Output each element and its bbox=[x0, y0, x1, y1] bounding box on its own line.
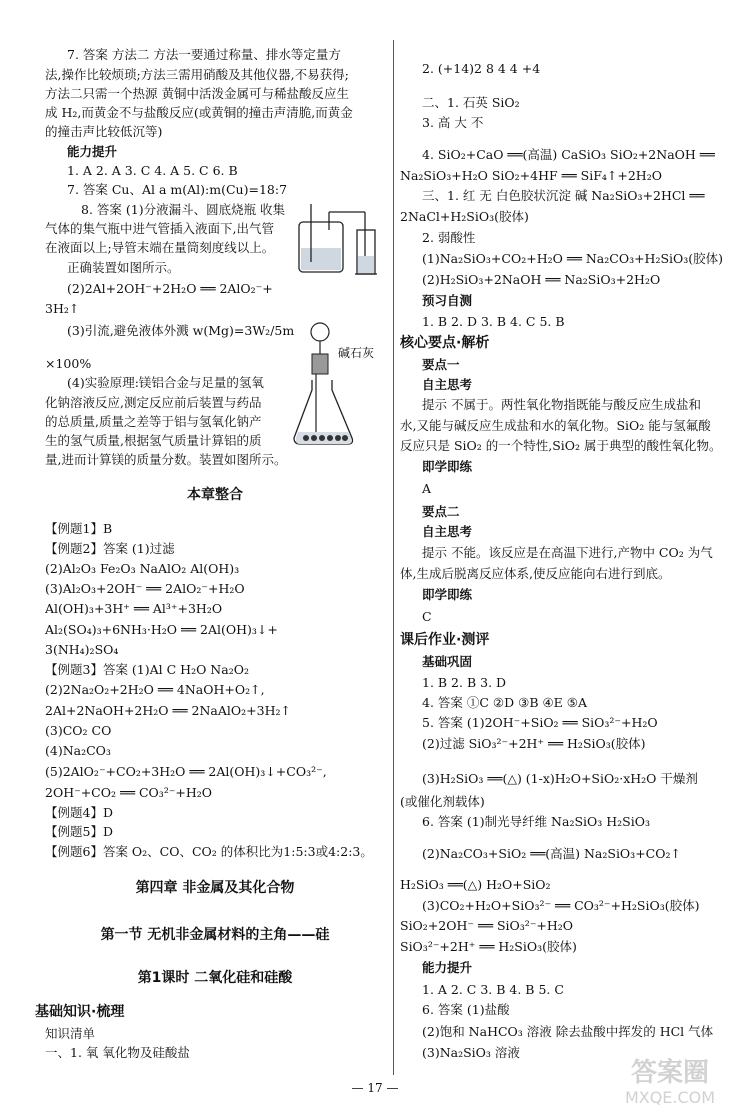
answer-line: SiO₂+2OH⁻ ══ SiO₃²⁻+H₂O bbox=[400, 918, 574, 933]
answer-line: 生的氢气质量,根据氢气质量计算铝的质 bbox=[45, 433, 262, 448]
answer-line: 【例题5】D bbox=[45, 824, 113, 839]
answer-line: 2. 弱酸性 bbox=[422, 230, 476, 245]
watermark-logo bbox=[600, 1051, 740, 1109]
answer-line: 【例题2】答案 (1)过滤 bbox=[45, 541, 175, 556]
subsection-label: 要点一 bbox=[422, 357, 460, 372]
answer-line: 知识清单 bbox=[45, 1026, 96, 1041]
answer-line: (3)CO₂+H₂O+SiO₃²⁻ ══ CO₃²⁻+H₂SiO₃(胶体) bbox=[422, 898, 700, 913]
answer-line: 提示 不能。该反应是在高温下进行,产物中 CO₂ 为气 bbox=[422, 545, 713, 560]
answer-line: 1. B 2. D 3. B 4. C 5. B bbox=[422, 314, 565, 329]
answer-line: H₂SiO₃ ══(△) H₂O+SiO₂ bbox=[400, 877, 551, 892]
answer-line: 【例题4】D bbox=[45, 805, 113, 820]
answer-line: (2)2Na₂O₂+2H₂O ══ 4NaOH+O₂↑, bbox=[45, 682, 265, 697]
answer-line: 3H₂↑ bbox=[45, 301, 80, 316]
answer-line: 3(NH₄)₂SO₄ bbox=[45, 642, 119, 657]
answer-line: 二、1. 石英 SiO₂ bbox=[422, 95, 520, 110]
answer-line: 方法二只需一个热源 黄铜中活泼金属可与稀盐酸反应生 bbox=[45, 86, 349, 101]
answer-line: A bbox=[422, 481, 432, 496]
subsection-label: 即学即练 bbox=[422, 459, 473, 474]
answer-line: (2)H₂SiO₃+2NaOH ══ Na₂SiO₃+2H₂O bbox=[422, 272, 661, 287]
answer-line: (3)Al₂O₃+2OH⁻ ══ 2AlO₂⁻+H₂O bbox=[45, 581, 245, 596]
answer-line: 4. SiO₂+CaO ══(高温) CaSiO₃ SiO₂+2NaOH ══ bbox=[422, 147, 715, 162]
column-divider bbox=[393, 40, 394, 1075]
answer-line: 1. A 2. A 3. C 4. A 5. C 6. B bbox=[67, 163, 238, 178]
answer-line: 化钠溶液反应,测定反应前后装置与药品 bbox=[45, 395, 262, 410]
answer-line: 三、1. 红 无 白色胶状沉淀 碱 Na₂SiO₃+2HCl ══ bbox=[422, 188, 705, 203]
answer-line: (4)Na₂CO₃ bbox=[45, 743, 111, 758]
apparatus-flask-figure bbox=[292, 320, 362, 450]
answer-line: ×100% bbox=[45, 356, 92, 371]
answer-line: 提示 不属于。两性氧化物指既能与酸反应生成盐和 bbox=[422, 397, 701, 412]
answer-line: 4. 答案 ①C ②D ③B ④E ⑤A bbox=[422, 695, 588, 710]
answer-line: (2)过滤 SiO₃²⁻+2H⁺ ══ H₂SiO₃(胶体) bbox=[422, 736, 646, 751]
subsection-label: 要点二 bbox=[422, 504, 460, 519]
answer-line: 反应只是 SiO₂ 的一个特性,SiO₂ 属于典型的酸性氧化物。 bbox=[400, 438, 722, 453]
answer-line: 【例题1】B bbox=[45, 521, 113, 536]
answer-line: 水,又能与碱反应生成盐和水的氧化物。SiO₂ 能与氢氟酸 bbox=[400, 418, 711, 433]
subsection-label: 自主思考 bbox=[422, 524, 473, 539]
answer-line: 体,生成后脱离反应体系,使反应能向右进行到底。 bbox=[400, 566, 671, 581]
answer-line: Al(OH)₃+3H⁺ ══ Al³⁺+3H₂O bbox=[45, 601, 223, 616]
answer-line: (4)实验原理:镁铝合金与足量的氢氧 bbox=[67, 375, 264, 390]
answer-line: 【例题3】答案 (1)Al C H₂O Na₂O₂ bbox=[45, 662, 249, 677]
answer-line: 6. 答案 (1)盐酸 bbox=[422, 1002, 510, 1017]
answer-line: 正确装置如图所示。 bbox=[67, 260, 180, 275]
answer-line: 5. 答案 (1)2OH⁻+SiO₂ ══ SiO₃²⁻+H₂O bbox=[422, 715, 658, 730]
apparatus-gas-collection-figure bbox=[295, 200, 385, 278]
subsection-label: 基础巩固 bbox=[422, 654, 473, 669]
answer-line: 气体的集气瓶中进气管插入液面下,出气管 bbox=[45, 221, 274, 236]
answer-line: 1. B 2. B 3. D bbox=[422, 675, 507, 690]
answer-line: Al₂(SO₄)₃+6NH₃·H₂O ══ 2Al(OH)₃↓+ bbox=[45, 622, 278, 637]
section-heading: 第1课时 二氧化硅和硅酸 bbox=[137, 970, 293, 986]
answer-line: 2. (+14)2 8 4 4 +4 bbox=[422, 61, 541, 76]
svg-text:MXQE.COM: MXQE.COM bbox=[624, 1088, 716, 1107]
section-heading: 本章整合 bbox=[187, 487, 243, 503]
figure-label: 碱石灰 bbox=[338, 346, 375, 360]
section-heading: 第一节 无机非金属材料的主角——硅 bbox=[100, 927, 330, 943]
answer-line: (3)H₂SiO₃ ══(△) (1-x)H₂O+SiO₂·xH₂O 干燥剂 bbox=[422, 771, 698, 786]
answer-line: 7. 答案 Cu、Al a m(Al):m(Cu)=18:7 bbox=[67, 182, 288, 197]
answer-line: 1. A 2. C 3. B 4. B 5. C bbox=[422, 982, 564, 997]
answer-line: C bbox=[422, 609, 432, 624]
answer-line: 7. 答案 方法二 方法一要通过称量、排水等定量方 bbox=[67, 47, 341, 62]
answer-line: 的总质量,质量之差等于铝与氢氧化钠产 bbox=[45, 414, 262, 429]
answer-line: (5)2AlO₂⁻+CO₂+3H₂O ══ 2Al(OH)₃↓+CO₃²⁻, bbox=[45, 764, 327, 779]
answer-line: SiO₃²⁻+2H⁺ ══ H₂SiO₃(胶体) bbox=[400, 939, 577, 954]
page-number: — 17 — bbox=[351, 1081, 399, 1095]
section-title: 核心要点·解析 bbox=[400, 335, 490, 351]
answer-line: 法,操作比较烦琐;方法三需用硝酸及其他仪器,不易获得; bbox=[45, 67, 349, 82]
subsection-label: 预习自测 bbox=[422, 293, 473, 308]
answer-line: 成 H₂,而黄金不与盐酸反应(或黄铜的撞击声清脆,而黄金 bbox=[45, 105, 353, 120]
answer-line: 【例题6】答案 O₂、CO、CO₂ 的体积比为1:5:3或4:2:3。 bbox=[45, 844, 373, 859]
subsection-label: 能力提升 bbox=[67, 144, 118, 159]
answer-line: 2OH⁻+CO₂ ══ CO₃²⁻+H₂O bbox=[45, 785, 213, 800]
answer-line: 一、1. 氧 氧化物及硅酸盐 bbox=[45, 1045, 190, 1060]
answer-line: 8. 答案 (1)分液漏斗、圆底烧瓶 收集 bbox=[81, 202, 286, 217]
answer-line: 量,进而计算镁的质量分数。装置如图所示。 bbox=[45, 452, 287, 467]
section-title: 基础知识·梳理 bbox=[35, 1004, 125, 1020]
answer-line: (2)Na₂CO₃+SiO₂ ══(高温) Na₂SiO₃+CO₂↑ bbox=[422, 846, 681, 861]
section-heading: 第四章 非金属及其化合物 bbox=[135, 880, 295, 896]
answer-line: (3)Na₂SiO₃ 溶液 bbox=[422, 1045, 520, 1060]
subsection-label: 能力提升 bbox=[422, 960, 473, 975]
answer-line: (1)Na₂SiO₃+CO₂+H₂O ══ Na₂CO₃+H₂SiO₃(胶体) bbox=[422, 251, 724, 266]
section-title: 课后作业·测评 bbox=[400, 632, 490, 648]
answer-line: 在液面以上;导管末端在量筒刻度线以上。 bbox=[45, 240, 275, 255]
subsection-label: 自主思考 bbox=[422, 377, 473, 392]
answer-line: 3. 高 大 不 bbox=[422, 115, 484, 130]
answer-line: (2)Al₂O₃ Fe₂O₃ NaAlO₂ Al(OH)₃ bbox=[45, 561, 240, 576]
answer-line: 6. 答案 (1)制光导纤维 Na₂SiO₃ H₂SiO₃ bbox=[422, 814, 650, 829]
answer-line: 2Al+2NaOH+2H₂O ══ 2NaAlO₂+3H₂↑ bbox=[45, 703, 291, 718]
answer-line: (2)2Al+2OH⁻+2H₂O ══ 2AlO₂⁻+ bbox=[67, 281, 273, 296]
answer-line: 的撞击声比较低沉等) bbox=[45, 124, 163, 139]
answer-line: (2)饱和 NaHCO₃ 溶液 除去盐酸中挥发的 HCl 气体 bbox=[422, 1024, 714, 1039]
answer-line: 2NaCl+H₂SiO₃(胶体) bbox=[400, 209, 529, 224]
svg-text:答案圈: 答案圈 bbox=[630, 1058, 710, 1088]
subsection-label: 即学即练 bbox=[422, 587, 473, 602]
answer-line: (3)引流,避免液体外溅 w(Mg)=3W₂/5m bbox=[67, 323, 295, 338]
answer-line: (3)CO₂ CO bbox=[45, 723, 112, 738]
answer-line: Na₂SiO₃+H₂O SiO₂+4HF ══ SiF₄↑+2H₂O bbox=[400, 168, 662, 183]
answer-line: (或催化剂载体) bbox=[400, 794, 485, 809]
